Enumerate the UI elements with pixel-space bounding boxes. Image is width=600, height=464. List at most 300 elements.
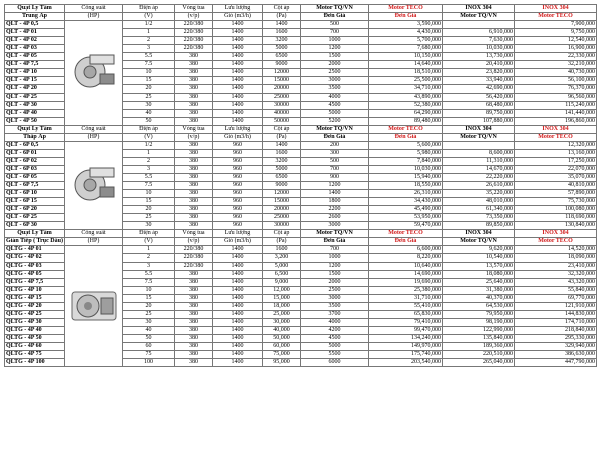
spec-cell: 12,000 <box>263 286 301 294</box>
section-units-row <box>5 133 597 141</box>
spec-cell: 12000 <box>263 190 301 198</box>
spec-cell: 380 <box>175 294 213 302</box>
spec-cell: 7.5 <box>123 182 175 190</box>
spec-cell: 50,000 <box>263 334 301 342</box>
spec-cell: 15000 <box>263 77 301 85</box>
spec-cell: 3200 <box>263 37 301 45</box>
spec-cell: 3 <box>123 165 175 173</box>
spec-cell: 60,000 <box>263 342 301 350</box>
model-cell: QLTG - 4P 05 <box>5 270 65 278</box>
price-cell: 32,320,000 <box>515 270 597 278</box>
spec-cell: 1400 <box>213 359 263 367</box>
price-cell: 22,220,000 <box>443 173 515 181</box>
price-cell: 189,360,000 <box>443 342 515 350</box>
spec-cell: 5000 <box>263 45 301 53</box>
price-cell: 23,820,000 <box>443 69 515 77</box>
spec-cell: 1400 <box>213 286 263 294</box>
price-cell: 89,850,000 <box>443 222 515 230</box>
spec-cell: 380 <box>175 318 213 326</box>
spec-cell: 18,000 <box>263 302 301 310</box>
spec-cell: 60 <box>123 342 175 350</box>
spec-cell: 10 <box>123 286 175 294</box>
model-cell: QLT - 6P 10 <box>5 190 65 198</box>
table-row <box>5 21 597 29</box>
price-cell: 122,990,000 <box>443 326 515 334</box>
spec-cell: 500 <box>301 21 369 29</box>
column-header: INOX 304 <box>515 125 597 133</box>
price-cell: 149,970,000 <box>369 342 443 350</box>
price-cell: 8,220,000 <box>369 254 443 262</box>
spec-cell: 300 <box>301 149 369 157</box>
price-cell: 15,940,000 <box>369 173 443 181</box>
price-cell: 12,320,000 <box>515 141 597 149</box>
price-cell: 34,710,000 <box>369 85 443 93</box>
column-unit: (V) <box>123 13 175 21</box>
column-unit: Đơn Giá <box>301 238 369 246</box>
price-cell: 18,550,000 <box>369 182 443 190</box>
spec-cell: 4200 <box>301 326 369 334</box>
price-cell: 64,530,000 <box>443 302 515 310</box>
model-cell: QLTG - 4P 01 <box>5 246 65 254</box>
spec-cell: 380 <box>175 69 213 77</box>
spec-cell: 6000 <box>301 359 369 367</box>
spec-cell: 1400 <box>213 37 263 45</box>
spec-cell: 380 <box>175 109 213 117</box>
model-cell: QLTG - 4P 7,5 <box>5 278 65 286</box>
column-header: Vòng tua <box>175 5 213 13</box>
spec-cell: 380 <box>175 141 213 149</box>
spec-cell: 1400 <box>213 69 263 77</box>
spec-cell: 380 <box>175 270 213 278</box>
spec-cell: 75 <box>123 351 175 359</box>
price-cell: 23,410,000 <box>515 262 597 270</box>
spec-cell: 95,000 <box>263 359 301 367</box>
model-cell: QLT - 4P 25 <box>5 93 65 101</box>
spec-cell: 380 <box>175 286 213 294</box>
column-header: INOX 304 <box>515 5 597 13</box>
spec-cell: 15 <box>123 77 175 85</box>
spec-cell: 380 <box>175 157 213 165</box>
price-cell: 20,410,000 <box>443 61 515 69</box>
product-image <box>65 246 123 367</box>
price-cell: 14,520,000 <box>515 246 597 254</box>
model-cell: QLTG - 4P 03 <box>5 262 65 270</box>
model-cell: QLTG - 4P 75 <box>5 351 65 359</box>
spec-cell: 960 <box>213 198 263 206</box>
spec-cell: 3 <box>123 262 175 270</box>
spec-cell: 20 <box>123 85 175 93</box>
price-cell: 75,730,000 <box>515 198 597 206</box>
model-cell: QLT - 4P 01 <box>5 29 65 37</box>
model-cell: QLTG - 4P 40 <box>5 326 65 334</box>
spec-cell: 380 <box>175 334 213 342</box>
spec-cell: 380 <box>175 351 213 359</box>
column-header: Lưu lượng <box>213 230 263 238</box>
price-cell: 203,540,000 <box>369 359 443 367</box>
column-header: Motor TQ/VN <box>301 230 369 238</box>
model-cell: QLTG - 4P 15 <box>5 294 65 302</box>
column-header: Motor TQ/VN <box>301 125 369 133</box>
spec-cell: 4000 <box>301 318 369 326</box>
price-cell: 7,630,000 <box>443 37 515 45</box>
spec-cell: 380 <box>175 165 213 173</box>
column-unit: Đơn Giá <box>301 13 369 21</box>
spec-cell: 380 <box>175 53 213 61</box>
spec-cell: 220/380 <box>175 21 213 29</box>
price-cell: 33,940,000 <box>443 77 515 85</box>
spec-cell: 2000 <box>301 278 369 286</box>
section-units-row <box>5 238 597 246</box>
spec-cell: 5500 <box>301 351 369 359</box>
model-cell: QLT - 4P 30 <box>5 101 65 109</box>
spec-cell: 50 <box>123 117 175 125</box>
spec-cell: 960 <box>213 165 263 173</box>
spec-cell: 9000 <box>263 182 301 190</box>
model-cell: QLTG - 4P 25 <box>5 310 65 318</box>
price-cell: 13,730,000 <box>443 53 515 61</box>
column-unit: Motor TECO <box>515 13 597 21</box>
spec-cell: 1400 <box>213 61 263 69</box>
spec-cell: 30 <box>123 222 175 230</box>
model-cell: QLT - 6P 25 <box>5 214 65 222</box>
spec-cell: 380 <box>175 85 213 93</box>
price-cell: 65,830,000 <box>369 310 443 318</box>
spec-cell: 5200 <box>301 117 369 125</box>
spec-cell: 2500 <box>301 286 369 294</box>
column-unit: Đơn Giá <box>301 133 369 141</box>
spec-cell: 6500 <box>263 173 301 181</box>
spec-cell: 1200 <box>301 182 369 190</box>
price-cell: 7,840,000 <box>369 157 443 165</box>
price-cell: 31,380,000 <box>443 286 515 294</box>
price-cell: 40,810,000 <box>515 182 597 190</box>
spec-cell: 1400 <box>213 302 263 310</box>
column-unit: (v/p) <box>175 13 213 21</box>
spec-cell: 1400 <box>213 334 263 342</box>
model-cell: QLT - 4P 7,5 <box>5 61 65 69</box>
spec-cell: 1400 <box>213 109 263 117</box>
centrifugal-fan-low-pressure-icon <box>68 163 120 205</box>
spec-cell: 960 <box>213 149 263 157</box>
spec-cell: 1200 <box>301 45 369 53</box>
model-cell: QLT - 4P 15 <box>5 77 65 85</box>
section-subtitle: Gián Tiếp ( Trục Dầu) <box>6 238 63 245</box>
model-cell: QLTG - 4P 02 <box>5 254 65 262</box>
model-cell: QLT - 4P 10 <box>5 69 65 77</box>
price-cell: 10,030,000 <box>369 165 443 173</box>
price-cell: 76,370,000 <box>515 85 597 93</box>
section-title: Quạt Ly Tâm <box>5 125 65 133</box>
price-cell: 64,290,000 <box>369 109 443 117</box>
model-cell: QLTG - 4P 100 <box>5 359 65 367</box>
spec-cell: 960 <box>213 173 263 181</box>
spec-cell: 1400 <box>301 190 369 198</box>
price-cell: 79,950,000 <box>443 310 515 318</box>
spec-cell: 1400 <box>213 85 263 93</box>
spec-cell: 5.5 <box>123 173 175 181</box>
spec-cell: 15 <box>123 294 175 302</box>
spec-cell: 4500 <box>301 101 369 109</box>
price-cell: 18,090,000 <box>515 254 597 262</box>
spec-cell: 1400 <box>263 21 301 29</box>
column-header: Vòng tua <box>175 230 213 238</box>
price-cell: 17,250,000 <box>515 157 597 165</box>
price-cell: 89,480,000 <box>369 117 443 125</box>
spec-cell: 40 <box>123 326 175 334</box>
spec-cell: 2000 <box>301 61 369 69</box>
spec-cell: 5,000 <box>263 262 301 270</box>
price-cell: 134,240,000 <box>369 334 443 342</box>
column-header: Công suất <box>65 230 123 238</box>
model-cell: QLT - 6P 0,5 <box>5 141 65 149</box>
spec-cell: 30 <box>123 101 175 109</box>
spec-cell: 3500 <box>301 85 369 93</box>
spec-cell: 3500 <box>301 302 369 310</box>
spec-cell: 380 <box>175 77 213 85</box>
spec-cell: 1400 <box>213 53 263 61</box>
section-subtitle: Thấp Áp <box>5 133 65 141</box>
column-header: Công suất <box>65 125 123 133</box>
spec-cell: 1400 <box>213 101 263 109</box>
column-unit: (HP) <box>65 13 123 21</box>
spec-cell: 7.5 <box>123 278 175 286</box>
spec-cell: 1400 <box>213 254 263 262</box>
price-cell: 130,840,000 <box>515 222 597 230</box>
price-cell: 18,510,000 <box>369 69 443 77</box>
section-subtitle: Trung Áp <box>5 13 65 21</box>
spec-cell: 1500 <box>301 53 369 61</box>
spec-cell: 1600 <box>263 149 301 157</box>
price-cell: 107,880,000 <box>443 117 515 125</box>
price-cell: 35,070,000 <box>515 173 597 181</box>
spec-cell: 220/380 <box>175 29 213 37</box>
spec-cell: 380 <box>175 310 213 318</box>
spec-cell: 1800 <box>301 198 369 206</box>
spec-cell: 380 <box>175 214 213 222</box>
price-cell: 14,690,000 <box>369 270 443 278</box>
price-cell: 57,890,000 <box>515 190 597 198</box>
price-cell: 89,750,000 <box>443 109 515 117</box>
price-cell: 174,710,000 <box>515 318 597 326</box>
price-cell <box>443 21 515 29</box>
price-cell: 7,680,000 <box>369 45 443 53</box>
spec-cell: 1 <box>123 246 175 254</box>
model-cell: QLT - 4P 02 <box>5 37 65 45</box>
column-header: Lưu lượng <box>213 5 263 13</box>
price-cell: 5,980,000 <box>369 149 443 157</box>
spec-cell: 380 <box>175 359 213 367</box>
column-unit: (V) <box>123 133 175 141</box>
model-cell: QLTG - 4P 10 <box>5 286 65 294</box>
price-cell: 22,330,000 <box>515 53 597 61</box>
model-cell: QLTG - 4P 20 <box>5 302 65 310</box>
spec-cell: 220/380 <box>175 246 213 254</box>
spec-cell: 1400 <box>213 262 263 270</box>
spec-cell: 700 <box>301 29 369 37</box>
price-cell: 53,950,000 <box>369 214 443 222</box>
column-unit: (Pa) <box>263 133 301 141</box>
section-header-row <box>5 125 597 133</box>
spec-cell: 25000 <box>263 93 301 101</box>
spec-cell: 5000 <box>301 109 369 117</box>
spec-cell: 1400 <box>213 117 263 125</box>
price-cell: 100,080,000 <box>515 206 597 214</box>
spec-cell: 1400 <box>213 326 263 334</box>
price-cell: 10,030,000 <box>443 45 515 53</box>
price-cell: 52,380,000 <box>369 101 443 109</box>
column-header: Motor TECO <box>369 5 443 13</box>
price-cell: 141,440,000 <box>515 109 597 117</box>
spec-cell: 25,000 <box>263 310 301 318</box>
spec-cell: 1600 <box>263 246 301 254</box>
spec-cell: 4000 <box>301 93 369 101</box>
spec-cell: 1400 <box>213 310 263 318</box>
spec-cell: 25 <box>123 214 175 222</box>
model-cell: QLT - 6P 05 <box>5 173 65 181</box>
spec-cell: 960 <box>213 141 263 149</box>
price-cell: 35,220,000 <box>443 190 515 198</box>
spec-cell: 1600 <box>263 29 301 37</box>
price-cell: 31,710,000 <box>369 294 443 302</box>
spec-cell: 1000 <box>301 254 369 262</box>
table-row <box>5 141 597 149</box>
model-cell: QLT - 6P 20 <box>5 206 65 214</box>
spec-cell: 2600 <box>301 214 369 222</box>
price-cell: 9,750,000 <box>515 29 597 37</box>
product-image <box>65 141 123 230</box>
price-cell: 6,600,000 <box>369 246 443 254</box>
column-unit: (HP) <box>65 133 123 141</box>
price-cell: 329,940,000 <box>515 342 597 350</box>
price-cell: 99,470,000 <box>369 326 443 334</box>
price-cell: 48,010,000 <box>443 198 515 206</box>
product-image <box>65 21 123 126</box>
price-cell: 69,770,000 <box>515 294 597 302</box>
price-cell: 175,740,000 <box>369 351 443 359</box>
spec-cell: 40,000 <box>263 326 301 334</box>
spec-cell: 380 <box>175 61 213 69</box>
price-cell: 118,690,000 <box>515 214 597 222</box>
spec-cell: 220/380 <box>175 262 213 270</box>
spec-cell: 3000 <box>301 77 369 85</box>
price-cell: 265,040,000 <box>443 359 515 367</box>
spec-cell: 1400 <box>213 93 263 101</box>
column-header: Motor TQ/VN <box>301 5 369 13</box>
spec-cell: 40 <box>123 109 175 117</box>
price-cell <box>443 141 515 149</box>
spec-cell: 1400 <box>213 246 263 254</box>
column-header: Điện áp <box>123 5 175 13</box>
spec-cell: 3200 <box>263 157 301 165</box>
price-cell: 121,910,000 <box>515 302 597 310</box>
column-header: Điện áp <box>123 125 175 133</box>
spec-cell: 5000 <box>301 342 369 350</box>
price-cell: 55,410,000 <box>369 302 443 310</box>
column-unit: Motor TECO <box>515 238 597 246</box>
spec-cell: 220/380 <box>175 45 213 53</box>
spec-cell: 960 <box>213 222 263 230</box>
spec-cell: 1000 <box>301 37 369 45</box>
price-cell: 10,540,000 <box>443 254 515 262</box>
spec-cell: 380 <box>175 182 213 190</box>
spec-cell: 3700 <box>301 310 369 318</box>
price-cell: 144,830,000 <box>515 310 597 318</box>
spec-cell: 380 <box>175 149 213 157</box>
model-cell: QLT - 4P 20 <box>5 85 65 93</box>
column-unit: (V) <box>123 238 175 246</box>
spec-cell: 1200 <box>301 262 369 270</box>
price-cell: 98,190,000 <box>443 318 515 326</box>
price-cell: 79,410,000 <box>369 318 443 326</box>
column-header: Cột áp <box>263 125 301 133</box>
spec-cell: 2 <box>123 157 175 165</box>
spec-cell: 50 <box>123 334 175 342</box>
model-cell: QLT - 6P 30 <box>5 222 65 230</box>
table-row <box>5 246 597 254</box>
spec-cell: 700 <box>301 246 369 254</box>
spec-cell: 6,500 <box>263 270 301 278</box>
price-cell: 6,910,000 <box>443 29 515 37</box>
price-cell: 73,350,000 <box>443 214 515 222</box>
price-cell: 26,310,000 <box>369 190 443 198</box>
price-cell: 135,840,000 <box>443 334 515 342</box>
spec-cell: 9000 <box>263 61 301 69</box>
spec-cell: 380 <box>175 173 213 181</box>
column-unit: Motor TQ/VN <box>443 238 515 246</box>
model-cell: QLTG - 4P 60 <box>5 342 65 350</box>
spec-cell: 380 <box>175 117 213 125</box>
spec-cell: 200 <box>301 141 369 149</box>
price-cell: 56,420,000 <box>443 93 515 101</box>
spec-cell: 3000 <box>301 294 369 302</box>
spec-cell: 20000 <box>263 206 301 214</box>
spec-cell: 700 <box>301 165 369 173</box>
column-header: INOX 304 <box>443 230 515 238</box>
spec-cell: 10 <box>123 69 175 77</box>
spec-cell: 1400 <box>213 318 263 326</box>
spec-cell: 380 <box>175 93 213 101</box>
spec-cell: 1400 <box>213 342 263 350</box>
column-unit: Gió (m3/h) <box>213 13 263 21</box>
model-cell: QLT - 4P 0,5 <box>5 21 65 29</box>
column-unit: Motor TQ/VN <box>443 13 515 21</box>
belt-driven-centrifugal-fan-icon <box>68 284 120 326</box>
column-header: Điện áp <box>123 230 175 238</box>
column-header: Cột áp <box>263 5 301 13</box>
price-cell: 19,690,000 <box>369 278 443 286</box>
model-cell: QLT - 4P 40 <box>5 109 65 117</box>
model-cell: QLT - 6P 02 <box>5 157 65 165</box>
spec-cell: 75,000 <box>263 351 301 359</box>
column-header: INOX 304 <box>443 125 515 133</box>
model-cell: QLT - 6P 01 <box>5 149 65 157</box>
column-header: Công suất <box>65 5 123 13</box>
column-unit: Đơn Giá <box>369 133 443 141</box>
spec-cell: 7.5 <box>123 61 175 69</box>
spec-cell: 1 <box>123 29 175 37</box>
price-cell: 295,330,000 <box>515 334 597 342</box>
spec-cell: 1/2 <box>123 141 175 149</box>
column-unit: Motor TECO <box>515 133 597 141</box>
spec-cell: 1500 <box>301 270 369 278</box>
spec-cell: 380 <box>175 342 213 350</box>
column-unit: (Pa) <box>263 13 301 21</box>
spec-cell: 30000 <box>263 101 301 109</box>
spec-cell: 5.5 <box>123 270 175 278</box>
price-cell: 16,900,000 <box>515 45 597 53</box>
price-cell: 220,510,000 <box>443 351 515 359</box>
spec-cell: 20 <box>123 302 175 310</box>
